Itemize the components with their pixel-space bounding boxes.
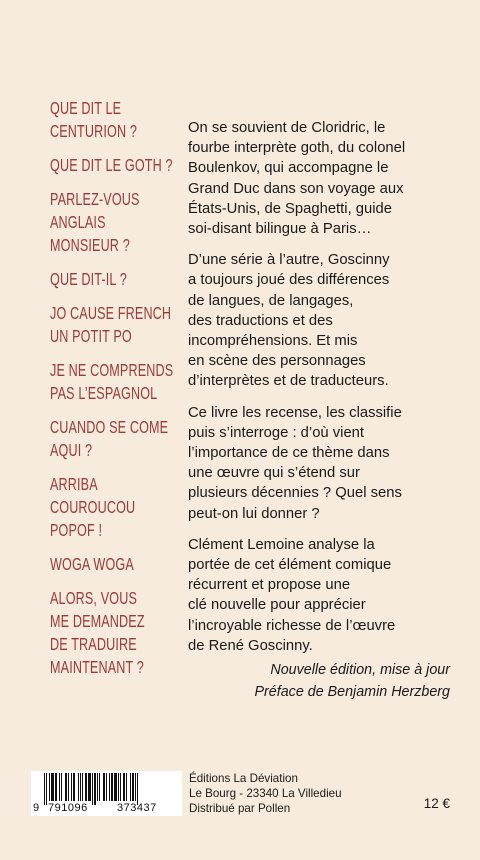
barcode-bar — [103, 773, 105, 801]
publisher-info — [189, 771, 389, 816]
barcode-bar — [123, 773, 125, 801]
publisher-name: Éditions La Déviation — [189, 772, 298, 785]
question-item: CUANDO SE COME AQUI ? — [50, 417, 169, 460]
question-item: PARLEZ-VOUS ANGLAIS MONSIEUR ? — [50, 189, 140, 255]
price: 12 € — [423, 796, 450, 811]
question-item: QUE DIT-IL ? — [50, 269, 127, 289]
edition-note — [188, 659, 450, 703]
question-item: QUE DIT LE CENTURION ? — [50, 98, 137, 141]
barcode-bar — [106, 773, 107, 801]
publisher-address: Le Bourg - 23340 La Villedieu — [189, 787, 342, 800]
blurb-paragraph: D’une série à l’autre, Goscinny a toujours joué des différences de langues, de langages, des traductions et des incompréhensions. Et mis en scène des personnages d’interprètes et de traducteurs. — [188, 252, 390, 390]
barcode-bar — [51, 773, 54, 801]
barcode-bar — [118, 773, 119, 801]
barcode-bar — [46, 773, 47, 805]
barcode-bar — [78, 773, 79, 801]
barcode-bar — [44, 773, 45, 805]
blurb-column — [188, 118, 450, 667]
barcode-bar — [73, 773, 75, 801]
barcode-bar — [82, 773, 83, 801]
barcode-bar — [88, 773, 91, 801]
barcode-bar — [65, 773, 67, 801]
question-item: JE NE COMPRENDS PAS L’ESPAGNOL — [50, 360, 174, 403]
blurb-paragraph: On se souvient de Cloridric, le fourbe interprète goth, du colonel Boulenkov, qui accompagne le Grand Duc dans son voyage aux États-Unis, de Spaghetti, guide soi-disant bilingue à Paris… — [188, 120, 406, 238]
barcode-bar — [137, 773, 138, 805]
barcode-bar — [92, 773, 93, 805]
question-item: JO CAUSE FRENCH UN POTIT PO — [50, 303, 172, 346]
barcode-bar — [135, 773, 136, 801]
barcode-bar — [71, 773, 72, 801]
questions-column — [50, 97, 180, 690]
barcode-bars — [31, 771, 182, 805]
barcode-bar — [85, 773, 87, 801]
blurb-paragraph: Ce livre les recense, les classifie puis s’interroge : d’où vient l’importance de ce thème dans une œuvre qui s’étend sur plusieurs décennies ? Quel sens peut-on lui donner ? — [188, 404, 402, 522]
distributor: Distribué par Pollen — [189, 802, 291, 815]
preface-line: Préface de Benjamin Herzberg — [254, 684, 450, 700]
barcode-bar — [114, 773, 117, 801]
barcode-bar — [94, 773, 96, 805]
barcode-bar — [132, 773, 134, 801]
barcode — [31, 771, 182, 816]
barcode-bar — [120, 773, 121, 801]
edition-line: Nouvelle édition, mise à jour — [270, 662, 450, 678]
barcode-digit-group: 791096 — [48, 802, 88, 814]
barcode-digit-group: 373437 — [117, 802, 157, 814]
barcode-bar — [109, 773, 110, 801]
question-item: WOGA WOGA — [50, 554, 134, 574]
barcode-bar — [68, 773, 69, 801]
question-item: ALORS, VOUS ME DEMANDEZ DE TRADUIRE MAINTENANT ? — [50, 588, 145, 677]
barcode-bar — [59, 773, 60, 801]
question-item: QUE DIT LE GOTH ? — [50, 155, 173, 175]
barcode-bar — [49, 773, 50, 801]
barcode-bar — [61, 773, 62, 801]
barcode-bar — [97, 773, 98, 801]
barcode-bar — [126, 773, 127, 801]
blurb-paragraph: Clément Lemoine analyse la portée de cet élément comique récurrent et propose une clé nouvelle pour apprécier l’incroyable richesse de l’œuvre de René Goscinny. — [188, 536, 396, 654]
barcode-bar — [99, 773, 100, 801]
barcode-bar — [80, 773, 81, 801]
barcode-bar — [111, 773, 113, 801]
question-item: ARRIBA COUROUCOU POPOF ! — [50, 474, 136, 540]
barcode-bar — [55, 773, 57, 801]
barcode-bar — [130, 773, 131, 801]
barcode-lead-digit: 9 — [33, 802, 40, 814]
